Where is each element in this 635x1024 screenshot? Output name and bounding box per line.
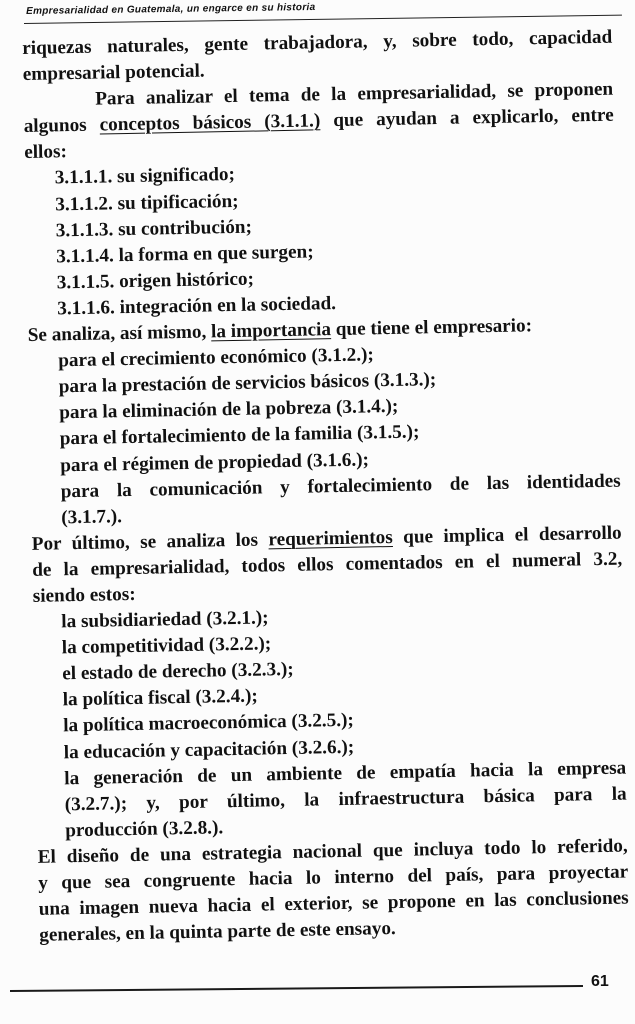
list-item: la educación y capacitación (3.2.6.);	[63, 736, 355, 763]
list-item: para la eliminación de la pobreza (3.1.4.);	[59, 396, 399, 424]
list-item: (3.1.7.).	[61, 505, 123, 529]
text-span: que implica el desarrollo	[392, 522, 622, 548]
text-line: riquezas naturales, gente trabajadora, y, sobre todo, capacidad	[22, 26, 613, 59]
list-item: el estado de derecho (3.2.3.);	[62, 659, 294, 685]
list-item: 3.1.1.4. la forma en que surgen;	[56, 241, 314, 268]
text-span: que ayudan a explicarlo, entre	[320, 104, 614, 132]
text-span: algunos	[23, 114, 100, 138]
list-item: para la prestación de servicios básicos (3.1.3.);	[58, 369, 437, 398]
footer-rule	[10, 985, 583, 992]
text-span: que tiene el empresario:	[330, 315, 533, 341]
text-line: ellos:	[24, 141, 68, 164]
text-line: Para analizar el tema de la empresarialidad, se proponen	[95, 78, 614, 110]
list-item: la generación de un ambiente de empatía hacia la empresa	[64, 757, 627, 789]
list-item: para el régimen de propiedad (3.1.6.);	[60, 448, 370, 476]
list-item: la política fiscal (3.2.4.);	[62, 685, 258, 711]
list-item: 3.1.1.3. su contribución;	[55, 216, 253, 242]
list-item: la subsidiariedad (3.2.1.);	[61, 607, 269, 633]
text-line: de la empresarialidad, todos ellos comentados en el numeral 3.2,	[32, 548, 623, 581]
text-line: El diseño de una estrategia nacional que incluya todo lo referido,	[37, 835, 628, 868]
list-item: para la comunicación y fortalecimiento de las identidades	[60, 470, 621, 502]
text-line: y que sea congruente hacia lo interno del país, para proyectar	[38, 861, 629, 894]
list-item: 3.1.1.5. origen histórico;	[56, 268, 255, 294]
text-span: Se analiza, así mismo,	[27, 321, 212, 346]
list-item: producción (3.2.8.).	[65, 817, 224, 842]
header-rule	[24, 15, 622, 24]
list-item: la competitividad (3.2.2.);	[61, 633, 272, 659]
text-line: una imagen nueva hacia el exterior, se propone en las conclusiones	[38, 887, 629, 920]
text-line: empresarial potencial.	[22, 60, 205, 86]
list-item: para el crecimiento económico (3.1.2.);	[58, 344, 374, 372]
running-header: Empresarialidad en Guatemala, un engarce en su historia	[26, 1, 316, 17]
list-item: 3.1.1.6. integración en la sociedad.	[57, 292, 337, 320]
list-item: la política macroeconómica (3.2.5.);	[63, 710, 355, 737]
underlined-phrase-la-importancia: la importancia	[210, 319, 332, 343]
text-span: Por último, se analiza los	[31, 529, 269, 555]
text-line: generales, en la quinta parte de este ensayo.	[39, 918, 396, 947]
page-number: 61	[591, 973, 609, 990]
body-text	[22, 25, 629, 949]
list-item: (3.2.7.); y, por último, la infraestructura básica para la	[64, 783, 627, 816]
list-item: 3.1.1.1. su significado;	[54, 164, 236, 189]
underlined-phrase-requerimientos: requerimientos	[268, 526, 393, 551]
underlined-phrase-conceptos-basicos: conceptos básicos (3.1.1.)	[99, 110, 321, 136]
list-item: 3.1.1.2. su tipificación;	[55, 190, 239, 215]
text-line: siendo estos:	[32, 583, 136, 607]
list-item: para el fortalecimiento de la familia (3.1.5.);	[59, 421, 420, 450]
